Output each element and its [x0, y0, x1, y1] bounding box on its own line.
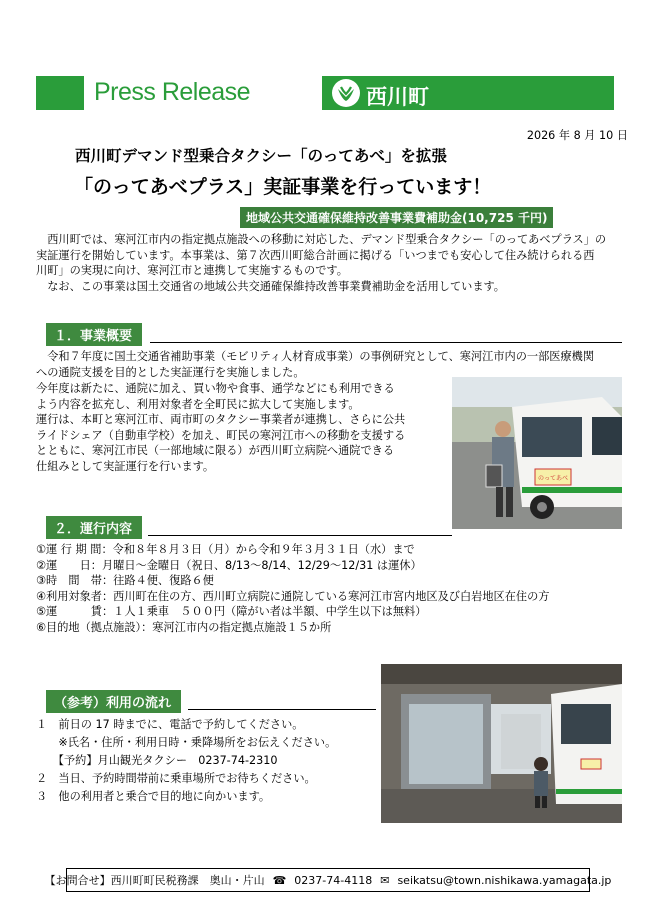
contact-email[interactable]: seikatsu@town.nishikawa.yamagata.jp	[397, 873, 612, 887]
release-date: 2026 年 8 月 10 日	[526, 129, 628, 142]
taxi-sign-text: のってあべ	[538, 475, 568, 482]
operation-item: ③時 間 帯：往路４便、復路６便	[36, 574, 214, 588]
section-2-list	[36, 542, 549, 636]
intro-line: 実証運行を開始しています。本事業は、第７次西川町総合計画に掲げる「いつまでも安心して住み続けられる西	[36, 248, 595, 262]
usage-step: ３ 他の利用者と乗合で目的地に向かいます。	[36, 790, 271, 803]
section-1-line: よう内容を拡充し、利用対象者を全町民に拡大して実施します。	[36, 397, 360, 411]
taxi-photo	[452, 377, 622, 529]
title-line-2: 「のってあべプラス」実証事業を行っています！	[74, 176, 492, 198]
intro-line: なお、この事業は国土交通省の地域公共交通確保維持改善事業費補助金を活用しています。	[36, 279, 505, 293]
usage-step: ※氏名・住所・利用日時・乗降場所をお伝えください。	[36, 736, 337, 749]
usage-step: 【予約】月山観光タクシー 0237-74-2310	[36, 754, 278, 767]
title-line-1: 西川町デマンド型乗合タクシー「のってあべ」を拡張	[75, 147, 447, 165]
section-1-body-narrow	[36, 381, 405, 475]
section-1-heading: １．事業概要	[46, 323, 142, 346]
intro-line: 西川町では、寒河江市内の指定拠点施設への移動に対応した、デマンド型乗合タクシー「のってあべプラス」の	[36, 233, 607, 246]
operation-item: ⑤運 賃：１人１乗車 ５００円（障がい者は半額、中学生以下は無料）	[36, 605, 427, 619]
operation-item: ⑥目的地（拠点施設）：寒河江市内の指定拠点施設１５か所	[36, 620, 332, 634]
intro-paragraph	[36, 232, 606, 294]
header-logo-bar	[322, 76, 614, 110]
town-emblem-icon	[332, 79, 360, 107]
contact-label: 【お問合せ】西川町町民税務課 奥山・片山	[44, 874, 265, 887]
section-1-body-full	[36, 349, 594, 380]
section-2-heading: ２．運行内容	[46, 516, 142, 539]
section-1-line: とともに、寒河江市民（一部地域に限る）が西川町立病院へ通院できる	[36, 444, 395, 458]
operation-item: ④利用対象者：西川町在住の方、西川町立病院に通院している寒河江市宮内地区及び白岩地区在住の方	[36, 589, 550, 603]
section-1-line: 運行は、本町と寒河江市、両市町のタクシー事業者が連携し、さらに公共	[36, 413, 406, 427]
usage-step: ２ 当日、予約時間帯前に乗車場所でお待ちください。	[36, 772, 316, 785]
section-1-line: 令和７年度に国土交通省補助事業（モビリティ人材育成事業）の事例研究として、寒河江市内の一部医療機関	[36, 350, 595, 363]
contact-footer	[44, 868, 612, 892]
contact-phone: 0237-74-4118	[294, 873, 373, 887]
section-3-heading: （参考）利用の流れ	[46, 690, 181, 713]
usage-step: １ 前日の 17 時までに、電話で予約してください。	[36, 718, 304, 731]
intro-line: 川町」の実現に向け、寒河江市と連携して実施するものです。	[36, 264, 348, 278]
press-release-title: Press Release	[94, 78, 251, 106]
section-1-line: 仕組みとして実証運行を行います。	[36, 459, 215, 473]
section-2-rule	[148, 535, 452, 536]
section-1-line: への通院支援を目的とした実証運行を実施しました。	[36, 365, 305, 379]
mail-icon: ✉	[380, 873, 390, 887]
phone-icon: ☎	[272, 873, 287, 887]
pickup-photo	[381, 664, 622, 823]
operation-item: ②運 日：月曜日～金曜日（祝日、8/13～8/14、12/29～12/31 は運休）	[36, 558, 422, 572]
town-logo-text: 西川町	[366, 85, 429, 109]
section-1-line: ライドシェア（自動車学校）を加え、町民の寒河江市への移動を支援する	[36, 428, 406, 442]
header-bar-left	[36, 76, 84, 110]
section-1-rule	[150, 342, 622, 343]
usage-steps	[36, 716, 336, 806]
subsidy-badge: 地域公共交通確保維持改善事業費補助金(10,725 千円)	[240, 207, 553, 228]
section-1-line: 今年度は新たに、通院に加え、買い物や食事、通学などにも利用できる	[36, 382, 395, 395]
operation-item: ①運 行 期 間：令和８年８月３日（月）から令和９年３月３１日（水）まで	[36, 543, 415, 556]
section-3-rule	[188, 709, 376, 710]
